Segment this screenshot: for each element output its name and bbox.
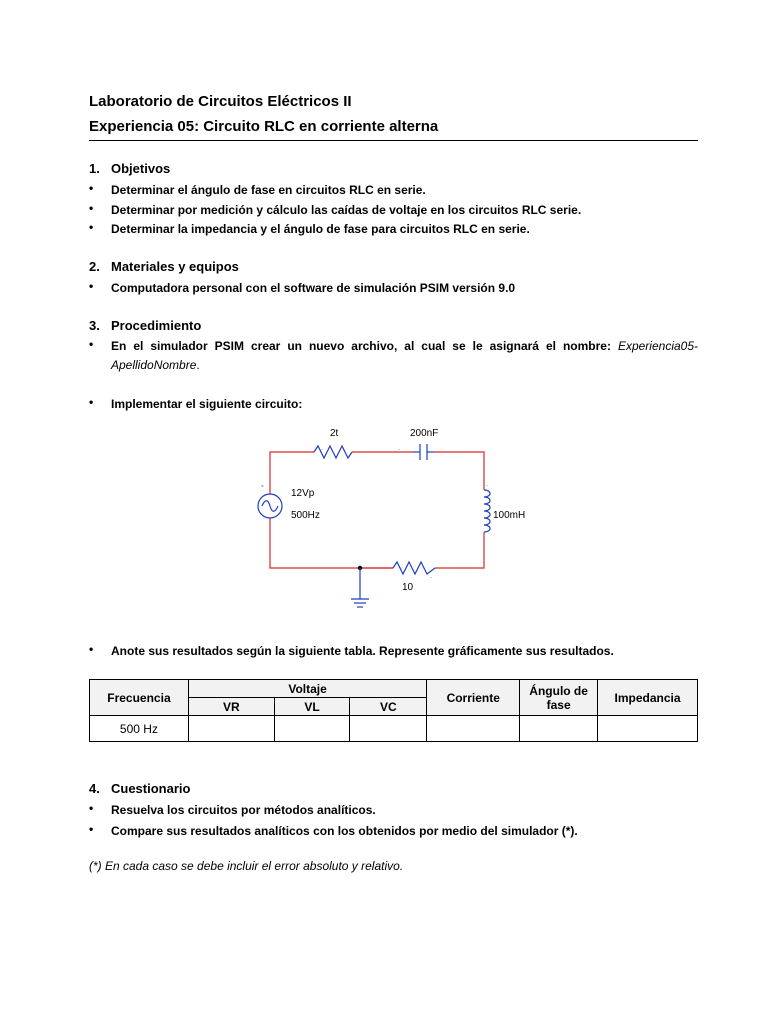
document-subtitle: Experiencia 05: Circuito RLC en corriente alterna	[89, 118, 439, 135]
cell-vc[interactable]	[350, 716, 427, 742]
wire-bottom-left	[270, 518, 393, 568]
list-item-text: Determinar el ángulo de fase en circuitos RLC en serie.	[111, 183, 426, 197]
capacitor-icon	[413, 444, 434, 460]
bullet-icon: •	[89, 801, 94, 815]
cell-frecuencia: 500 Hz	[90, 716, 189, 742]
ground-icon	[351, 566, 369, 607]
section-number: 1.	[89, 161, 100, 176]
bullet-icon: •	[89, 822, 94, 836]
bullet-icon: •	[89, 337, 94, 351]
svg-text:.: .	[430, 573, 432, 580]
header-rule	[89, 140, 698, 141]
footnote: (*) En cada caso se debe incluir el error absoluto y relativo.	[89, 859, 404, 873]
resistor-top-label: 2t	[330, 428, 339, 439]
source-amplitude-label: 12Vp	[291, 488, 315, 499]
list-item	[89, 337, 698, 377]
section-title: Cuestionario	[111, 781, 191, 796]
header-frecuencia: Frecuencia	[90, 680, 189, 716]
header-voltaje: Voltaje	[188, 680, 426, 698]
list-item-text: Determinar la impedancia y el ángulo de fase para circuitos RLC en serie.	[111, 222, 530, 236]
section-number: 2.	[89, 259, 100, 274]
cell-vl[interactable]	[274, 716, 350, 742]
source-frequency-label: 500Hz	[291, 510, 320, 521]
list-item-text: .	[196, 358, 200, 372]
bullet-icon: •	[89, 181, 94, 195]
list-item-text: Anote sus resultados según la siguiente tabla. Represente gráficamente sus resultados.	[111, 644, 614, 658]
list-item-text: Resuelva los circuitos por métodos analíticos.	[111, 803, 376, 817]
header-impedancia: Impedancia	[598, 680, 698, 716]
header-vc: VC	[350, 698, 427, 716]
ac-source-icon	[258, 494, 282, 518]
section-heading-materiales	[89, 259, 239, 274]
bullet-icon: •	[89, 395, 94, 409]
table-row	[90, 716, 698, 742]
results-table	[89, 679, 698, 742]
section-number: 4.	[89, 781, 100, 796]
wire-top-right	[434, 452, 484, 490]
cell-angulo-fase[interactable]	[520, 716, 598, 742]
capacitor-label: 200nF	[410, 428, 439, 439]
resistor-top-icon	[314, 446, 352, 458]
header-corriente: Corriente	[427, 680, 520, 716]
section-heading-procedimiento	[89, 318, 201, 333]
resistor-bottom-icon	[393, 562, 435, 574]
section-title: Procedimiento	[111, 318, 202, 333]
bullet-icon: •	[89, 642, 94, 656]
rlc-circuit-diagram	[250, 420, 526, 615]
cell-impedancia[interactable]	[598, 716, 698, 742]
bullet-icon: •	[89, 279, 94, 293]
document-title: Laboratorio de Circuitos Eléctricos II	[89, 93, 352, 110]
wire-bottom-right	[435, 532, 484, 568]
svg-text:.: .	[486, 481, 488, 488]
list-item-text: En el simulador PSIM crear un nuevo archivo, al cual se le asignará el nombre:	[111, 339, 611, 353]
header-vr: VR	[188, 698, 274, 716]
inductor-label: 100mH	[493, 510, 526, 521]
file-name-part: Experiencia05-	[617, 339, 698, 353]
bullet-icon: •	[89, 220, 94, 234]
resistor-bottom-label: 10	[402, 582, 414, 593]
svg-text:.: .	[398, 445, 400, 452]
list-item-text: Determinar por medición y cálculo las caídas de voltaje en los circuitos RLC serie.	[111, 203, 582, 217]
section-title: Objetivos	[111, 161, 171, 176]
table-header-row	[90, 680, 698, 698]
cell-corriente[interactable]	[427, 716, 520, 742]
list-item-text-line	[111, 337, 698, 356]
bullet-icon: •	[89, 201, 94, 215]
section-heading-objetivos	[89, 161, 170, 176]
section-heading-cuestionario	[89, 781, 190, 796]
list-item-text: Implementar el siguiente circuito:	[111, 397, 303, 411]
inductor-icon	[484, 490, 490, 532]
section-number: 3.	[89, 318, 100, 333]
cell-vr[interactable]	[188, 716, 274, 742]
svg-text:.: .	[321, 445, 323, 452]
header-angulo-fase: Ángulo de fase	[520, 680, 598, 716]
header-vl: VL	[274, 698, 350, 716]
svg-text:°: °	[261, 485, 264, 492]
list-item-text-line	[111, 356, 698, 375]
file-name-part: ApellidoNombre	[111, 358, 197, 372]
section-title: Materiales y equipos	[111, 259, 239, 274]
list-item-text: Computadora personal con el software de simulación PSIM versión 9.0	[111, 281, 516, 295]
list-item-text: Compare sus resultados analíticos con los obtenidos por medio del simulador (*).	[111, 824, 578, 838]
